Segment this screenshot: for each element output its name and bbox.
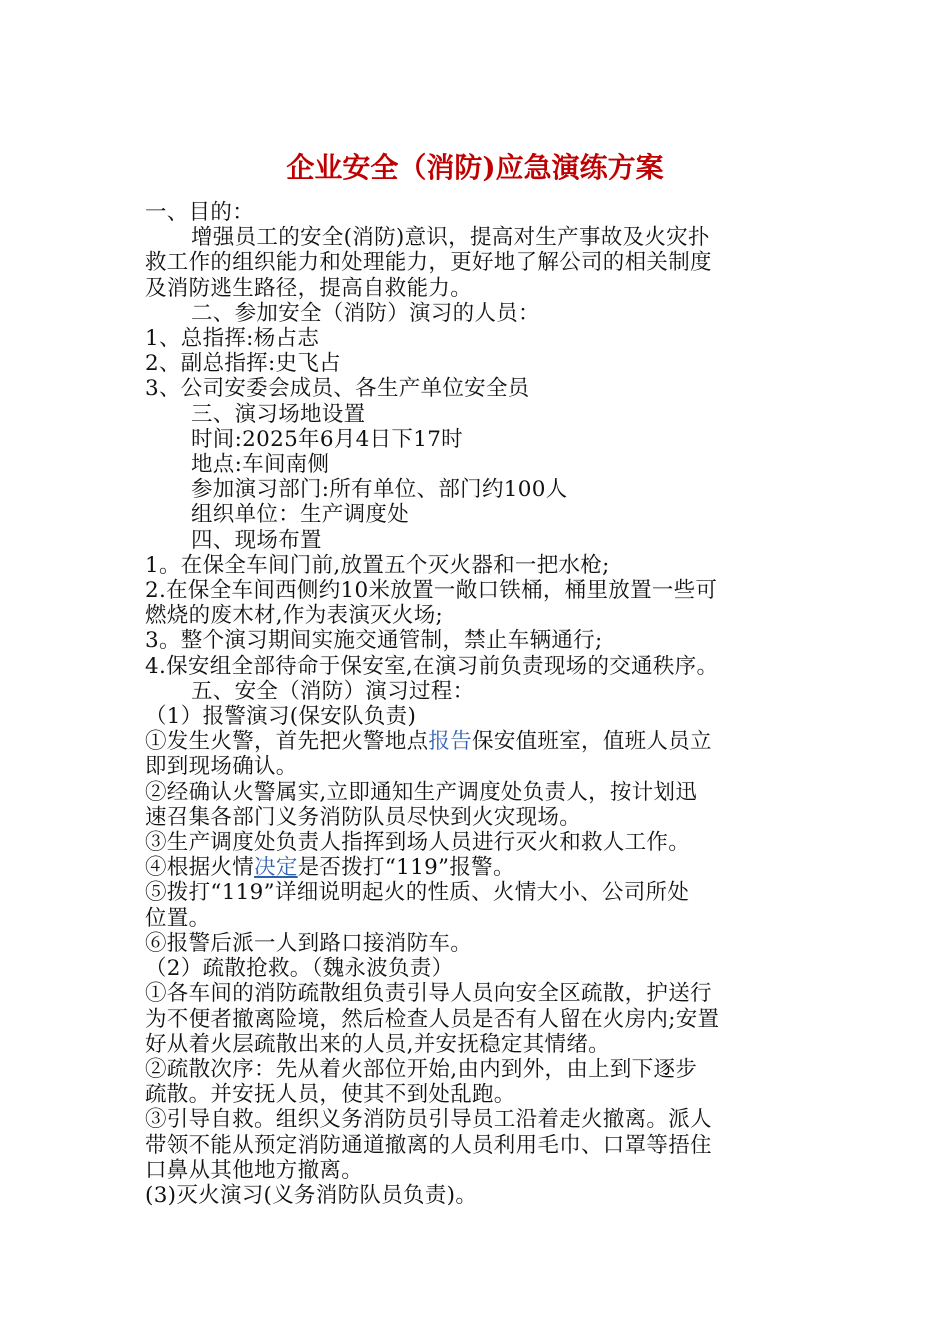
- document-title: 企业安全（消防)应急演练方案: [286, 151, 664, 184]
- paragraph-line: 1、总指挥:杨占志: [145, 326, 320, 352]
- paragraph-line: （1）报警演习(保安队负责): [145, 704, 417, 730]
- paragraph-line: ③引导自救。组织义务消防员引导员工沿着走火撤离。派人: [145, 1107, 712, 1133]
- inline-link[interactable]: 报告: [428, 729, 473, 755]
- paragraph-line: （2）疏散抢救。（魏永波负责）: [145, 956, 454, 982]
- line-text: ④根据火情: [145, 855, 255, 881]
- paragraph-line: 速召集各部门义务消防队员尽快到火灾现场。: [145, 804, 582, 830]
- paragraph-line: 燃烧的废木材,作为表演灭火场;: [145, 603, 444, 629]
- paragraph-line: 参加演习部门:所有单位、部门约100人: [191, 477, 568, 503]
- paragraph-line: 时间:2025年6月4日下17时: [191, 426, 463, 452]
- paragraph-line: 好从着火层疏散出来的人员,并安抚稳定其情绪。: [145, 1031, 610, 1057]
- line-text: ①发生火警，首先把火警地点: [145, 729, 429, 755]
- paragraph-line: 3。整个演习期间实施交通管制，禁止车辆通行;: [145, 628, 603, 654]
- paragraph-line: ①各车间的消防疏散组负责引导人员向安全区疏散，护送行: [145, 981, 712, 1007]
- paragraph-line: 三、演习场地设置: [191, 401, 366, 427]
- paragraph-line: 位置。: [145, 905, 211, 931]
- line-text: 是否拨打“119”报警。: [297, 855, 515, 881]
- paragraph-line: [145, 729, 795, 754]
- paragraph-line: 疏散。并安抚人员，使其不到处乱跑。: [145, 1082, 516, 1108]
- paragraph-line: (3)灭火演习(义务消防队员负责)。: [145, 1182, 478, 1208]
- paragraph-line: 即到现场确认。: [145, 754, 298, 780]
- paragraph-line: 口鼻从其他地方撤离。: [145, 1157, 364, 1183]
- paragraph-line: 带领不能从预定消防通道撤离的人员利用毛巾、口罩等捂住: [145, 1132, 712, 1158]
- paragraph-line: 四、现场布置: [191, 527, 322, 553]
- inline-link[interactable]: 决定: [254, 855, 298, 881]
- paragraph-line: ②经确认火警属实,立即通知生产调度处负责人，按计划迅: [145, 779, 698, 805]
- paragraph-line: 二、参加安全（消防）演习的人员：: [191, 300, 540, 326]
- paragraph-line: 2.在保全车间西侧约10米放置一敞口铁桶，桶里放置一些可: [145, 578, 718, 604]
- paragraph-line: 2、副总指挥:史飞占: [145, 351, 341, 377]
- document-body: [145, 200, 795, 1208]
- paragraph-line: 一、目的：: [145, 200, 255, 225]
- paragraph-line: 救工作的组织能力和处理能力，更好地了解公司的相关制度: [145, 250, 712, 276]
- paragraph-line: 4.保安组全部待命于保安室,在演习前负责现场的交通秩序。: [145, 653, 719, 679]
- paragraph-line: 五、安全（消防）演习过程：: [191, 678, 475, 704]
- paragraph-line: 增强员工的安全(消防)意识，提高对生产事故及火灾扑: [191, 225, 710, 251]
- paragraph-line: [145, 855, 795, 880]
- paragraph-line: 为不便者撤离险境，然后检查人员是否有人留在火房内;安置: [145, 1006, 720, 1032]
- paragraph-line: 1。在保全车间门前,放置五个灭火器和一把水枪;: [145, 552, 610, 578]
- paragraph-line: ②疏散次序：先从着火部位开始,由内到外，由上到下逐步: [145, 1056, 698, 1082]
- line-text: 保安值班室，值班人员立: [472, 729, 712, 755]
- paragraph-line: 地点:车间南侧: [191, 452, 330, 478]
- paragraph-line: ③生产调度处负责人指挥到场人员进行灭火和救人工作。: [145, 830, 691, 856]
- paragraph-line: ⑤拨打“119”详细说明起火的性质、火情大小、公司所处: [145, 880, 690, 906]
- paragraph-line: 组织单位：生产调度处: [191, 502, 410, 528]
- paragraph-line: 及消防逃生路径，提高自救能力。: [145, 275, 473, 301]
- paragraph-line: ⑥报警后派一人到路口接消防车。: [145, 930, 473, 956]
- paragraph-line: 3、公司安委会成员、各生产单位安全员: [145, 376, 530, 402]
